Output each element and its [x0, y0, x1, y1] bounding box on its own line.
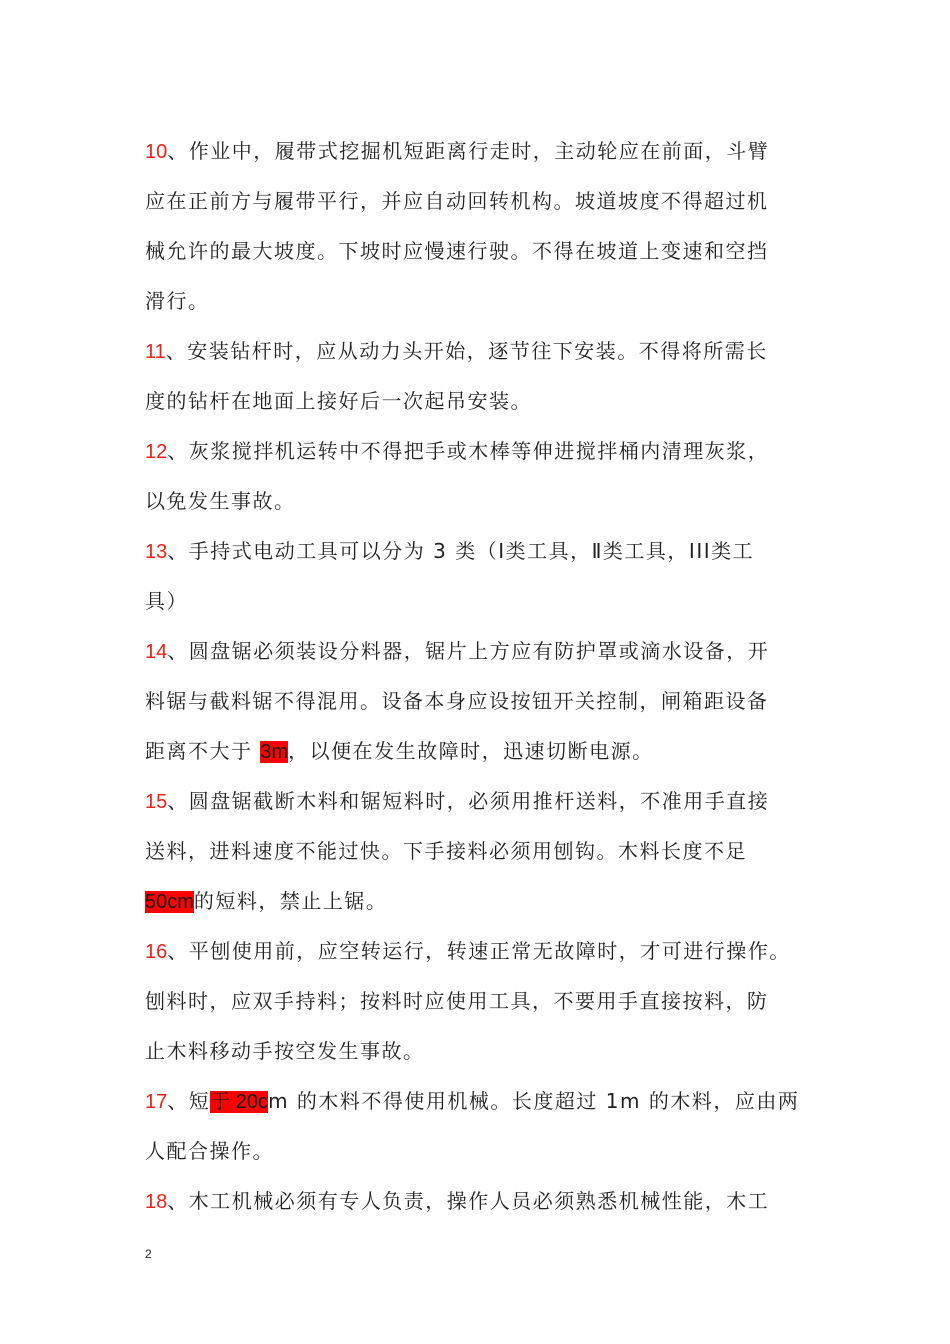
item-16-line-2: 刨料时，应双手持料；按料时应使用工具，不要用手直接按料，防 [145, 989, 769, 1013]
item-text: 、圆盘锯必须装设分料器，锯片上方应有防护罩或滴水设备，开 [167, 639, 770, 663]
item-11-line-1 [145, 326, 768, 376]
item-14-line-1 [145, 626, 769, 676]
item-10-line-1 [145, 126, 769, 176]
item-number: 16 [145, 941, 168, 963]
item-15-line-1 [145, 776, 769, 826]
item-text: 距离不大于 [145, 739, 261, 763]
highlighted-value: 3m [260, 741, 289, 763]
item-number: 13 [145, 541, 168, 563]
item-text: m 的木料不得使用机械。长度超过 1m 的木料，应由两 [268, 1089, 800, 1113]
item-10-line-2: 应在正前方与履带平行，并应自动回转机构。坡道坡度不得超过机 [145, 189, 769, 213]
item-number: 11 [145, 341, 166, 363]
highlighted-value: 50cm [145, 891, 194, 913]
item-number: 14 [145, 641, 168, 663]
item-17-line-2: 人配合操作。 [145, 1139, 274, 1163]
item-number: 15 [145, 791, 168, 813]
item-text: 、平刨使用前，应空转运行，转速正常无故障时，才可进行操作。 [167, 939, 791, 963]
item-12-line-1 [145, 426, 769, 476]
highlighted-value: 于 20c [210, 1091, 269, 1113]
item-15-line-3 [145, 876, 387, 926]
item-16-line-1 [145, 926, 791, 976]
item-14-line-3 [145, 726, 654, 776]
item-text: 、灰浆搅拌机运转中不得把手或木棒等伸进搅拌桶内清理灰浆， [167, 439, 770, 463]
item-number: 17 [145, 1091, 168, 1113]
item-15-line-2: 送料，进料速度不能过快。下手接料必须用刨钩。木料长度不足 [145, 839, 747, 863]
item-number: 18 [145, 1191, 168, 1213]
item-10-line-4: 滑行。 [145, 289, 210, 313]
item-number: 12 [145, 441, 168, 463]
item-text: 、木工机械必须有专人负责，操作人员必须熟悉机械性能，木工 [167, 1189, 770, 1213]
item-number: 10 [145, 141, 168, 163]
item-text: 、短 [167, 1089, 211, 1113]
item-13-line-1 [145, 526, 754, 576]
item-12-line-2: 以免发生事故。 [145, 489, 296, 513]
item-16-line-3: 止木料移动手按空发生事故。 [145, 1039, 425, 1063]
item-11-line-2: 度的钻杆在地面上接好后一次起吊安装。 [145, 389, 532, 413]
item-text: 、安装钻杆时，应从动力头开始，逐节往下安装。不得将所需长 [165, 339, 768, 363]
item-17-line-1 [145, 1076, 799, 1126]
item-text: ，以便在发生故障时，迅速切断电源。 [288, 739, 654, 763]
item-text: 、作业中，履带式挖掘机短距离行走时，主动轮应在前面，斗臂 [167, 139, 770, 163]
page-number: 2 [145, 1247, 152, 1261]
item-text: 、圆盘锯截断木料和锯短料时，必须用推杆送料，不准用手直接 [167, 789, 770, 813]
item-text: 、手持式电动工具可以分为 3 类（Ⅰ类工具，Ⅱ类工具，III类工 [167, 539, 755, 563]
item-13-line-2: 具） [145, 589, 188, 613]
item-14-line-2: 料锯与截料锯不得混用。设备本身应设按钮开关控制，闸箱距设备 [145, 689, 769, 713]
item-text: 的短料，禁止上锯。 [193, 889, 388, 913]
item-18-line-1 [145, 1176, 769, 1226]
item-10-line-3: 械允许的最大坡度。下坡时应慢速行驶。不得在坡道上变速和空挡 [145, 239, 769, 263]
